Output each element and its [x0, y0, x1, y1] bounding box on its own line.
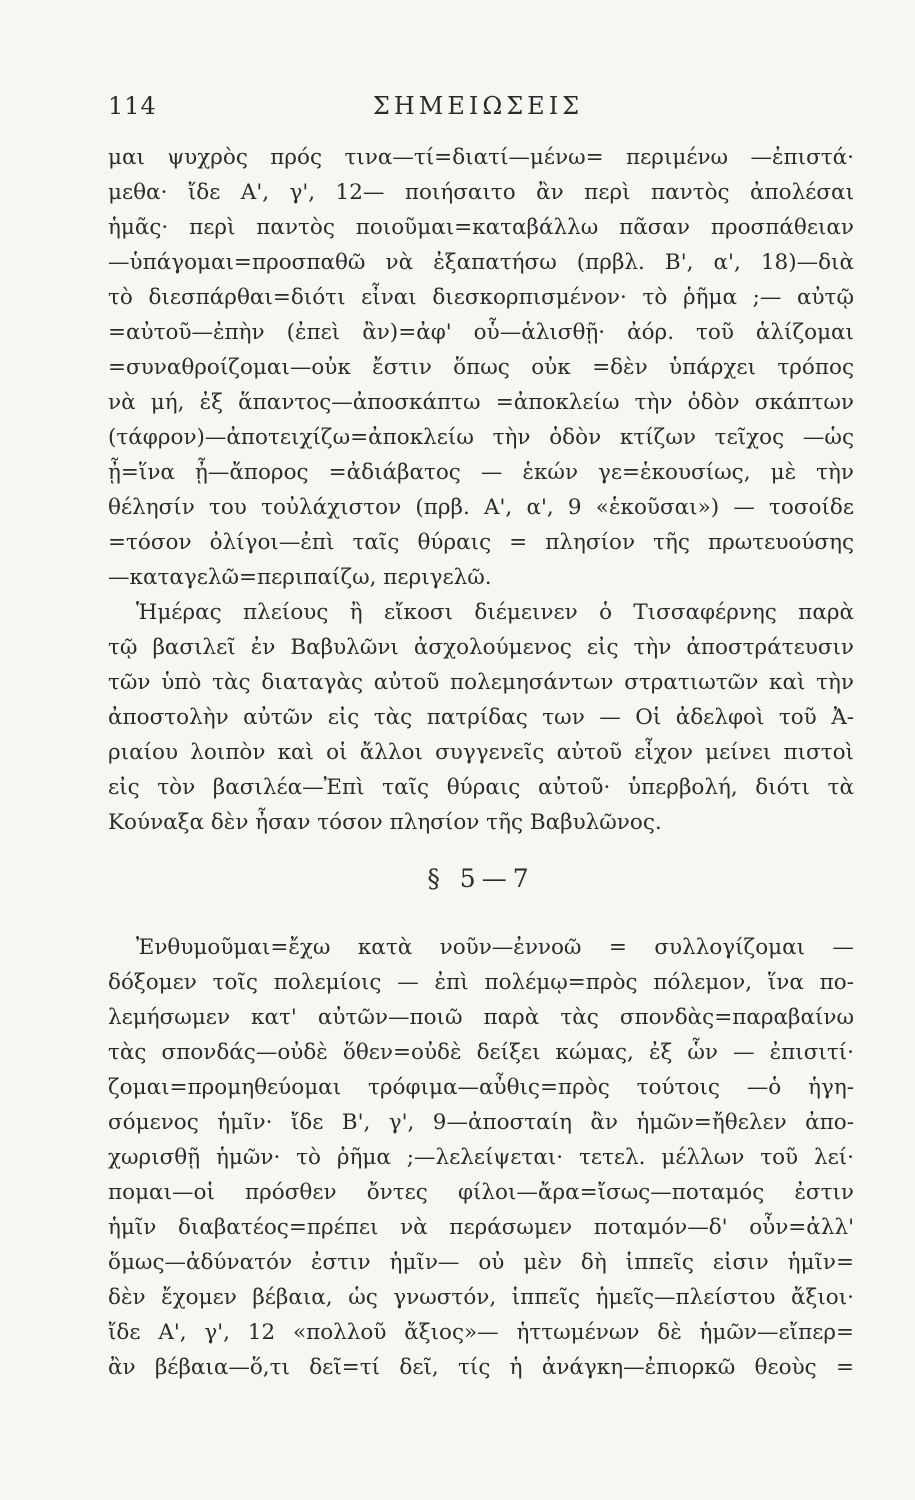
text-line: ᾖ=ἵνα ᾖ—ἄπορος =ἀδιάβατος — ἑκών γε=ἑκουσίως, μὲ τὴν	[108, 460, 854, 485]
text-line: —καταγελῶ=περιπαίζω, περιγελῶ.	[108, 565, 492, 590]
text-line: λεμήσωμεν κατ' αὐτῶν—ποιῶ παρὰ τὰς σπονδὰς=παραβαίνω	[108, 1005, 854, 1030]
text-line: =τόσον ὀλίγοι—ἐπὶ ταῖς θύραις = πλησίον τῆς πρωτευούσης	[108, 530, 854, 555]
text-line: Κούναξα δὲν ἦσαν τόσον πλησίον τῆς Βαβυλῶνος.	[108, 810, 662, 835]
text-line: =συναθροίζομαι—οὐκ ἔστιν ὅπως οὐκ =δὲν ὑπάρχει τρόπος	[108, 355, 854, 380]
text-line: δὲν ἔχομεν βέβαια, ὡς γνωστόν, ἱππεῖς ἡμεῖς—πλείστου ἄξιοι·	[108, 1285, 854, 1310]
text-line: =αὐτοῦ—ἐπὴν (ἐπεὶ ἂν)=ἀφ' οὗ—ἁλισθῇ· ἀόρ. τοῦ ἁλίζομαι	[108, 320, 854, 345]
text-line: ζομαι=προμηθεύομαι τρόφιμα—αὖθις=πρὸς τούτοις —ὁ ἡγη-	[108, 1075, 854, 1100]
text-line: —ὑπάγομαι=προσπαθῶ νὰ ἐξαπατήσω (πρβλ. Β', α', 18)—διὰ	[108, 250, 854, 275]
text-line: ὅμως—ἀδύνατόν ἐστιν ἡμῖν— οὐ μὲν δὴ ἱππεῖς εἰσιν ἡμῖν=	[108, 1250, 854, 1275]
notes-block-1	[108, 140, 854, 840]
text-line: σόμενος ἡμῖν· ἴδε Β', γ', 9—ἀποσταίη ἂν ἡμῶν=ἤθελεν ἀπο-	[108, 1110, 854, 1135]
paragraph-1	[108, 140, 854, 595]
text-line: τὰς σπονδάς—οὐδὲ ὅθεν=οὐδὲ δείξει κώμας, ἐξ ὧν — ἐπισιτί·	[108, 1040, 854, 1065]
text-line: νὰ μή, ἐξ ἅπαντος—ἀποσκάπτω =ἀποκλείω τὴν ὁδὸν σκάπτων	[108, 390, 854, 415]
text-line: Ἐνθυμοῦμαι=ἔχω κατὰ νοῦν—ἐννοῶ = συλλογίζομαι —	[136, 935, 854, 960]
section-heading: § 5—7	[427, 864, 535, 893]
running-head: ΣΗΜΕΙΩΣΕΙΣ	[372, 92, 584, 120]
text-line: ριαίου λοιπὸν καὶ οἱ ἄλλοι συγγενεῖς αὐτοῦ εἶχον μείνει πιστοὶ	[108, 740, 854, 765]
text-line: μαι ψυχρὸς πρός τινα—τί=διατί—μένω= περιμένω —ἐπιστά·	[108, 145, 854, 170]
text-line: Ἡμέρας πλείους ἢ εἴκοσι διέμεινεν ὁ Τισσαφέρνης παρὰ	[136, 600, 854, 625]
text-line: τὸ διεσπάρθαι=διότι εἶναι διεσκορπισμένον· τὸ ῥῆμα ;— αὐτῷ	[108, 285, 854, 310]
text-line: θέλησίν του τοὐλάχιστον (πρβ. Α', α', 9 «ἑκοῦσαι») — τοσοίδε	[108, 495, 854, 520]
text-line: μεθα· ἴδε Α', γ', 12— ποιήσαιτο ἂν περὶ παντὸς ἀπολέσαι	[108, 180, 854, 205]
text-line: τῶν ὑπὸ τὰς διαταγὰς αὐτοῦ πολεμησάντων στρατιωτῶν καὶ τὴν	[108, 670, 854, 695]
text-line: εἰς τὸν βασιλέα—Ἐπὶ ταῖς θύραις αὐτοῦ· ὑπερβολή, διότι τὰ	[108, 775, 854, 800]
text-line: δόξομεν τοῖς πολεμίοις — ἐπὶ πολέμῳ=πρὸς πόλεμον, ἵνα πο-	[108, 970, 854, 995]
paragraph-3	[108, 930, 854, 1385]
text-line: ἡμᾶς· περὶ παντὸς ποιοῦμαι=καταβάλλω πᾶσαν προσπάθειαν	[108, 215, 854, 240]
text-line: χωρισθῇ ἡμῶν· τὸ ῥῆμα ;—λελείψεται· τετελ. μέλλων τοῦ λεί·	[108, 1145, 854, 1170]
text-line: ἀποστολὴν αὐτῶν εἰς τὰς πατρίδας των — Οἱ ἀδελφοὶ τοῦ Ἀ-	[108, 705, 854, 730]
page-header	[108, 92, 848, 132]
text-line: ἡμῖν διαβατέος=πρέπει νὰ περάσωμεν ποταμόν—δ' οὖν=ἀλλ'	[108, 1215, 854, 1240]
text-line: ἂν βέβαια—ὅ,τι δεῖ=τί δεῖ, τίς ἡ ἀνάγκη—ἐπιορκῶ θεοὺς =	[108, 1355, 854, 1380]
notes-block-2	[108, 930, 854, 1385]
text-line: ἴδε Α', γ', 12 «πολλοῦ ἄξιος»— ἡττωμένων δὲ ἡμῶν—εἴπερ=	[108, 1320, 854, 1345]
text-line: πομαι—οἱ πρόσθεν ὄντες φίλοι—ἄρα=ἴσως—ποταμός ἐστιν	[108, 1180, 854, 1205]
text-line: τῷ βασιλεῖ ἐν Βαβυλῶνι ἀσχολούμενος εἰς τὴν ἀποστράτευσιν	[108, 635, 854, 660]
paragraph-2	[108, 595, 854, 840]
page-number: 114	[108, 92, 157, 120]
text-line: (τάφρον)—ἀποτειχίζω=ἀποκλείω τὴν ὁδὸν κτίζων τεῖχος —ὡς	[108, 425, 854, 450]
